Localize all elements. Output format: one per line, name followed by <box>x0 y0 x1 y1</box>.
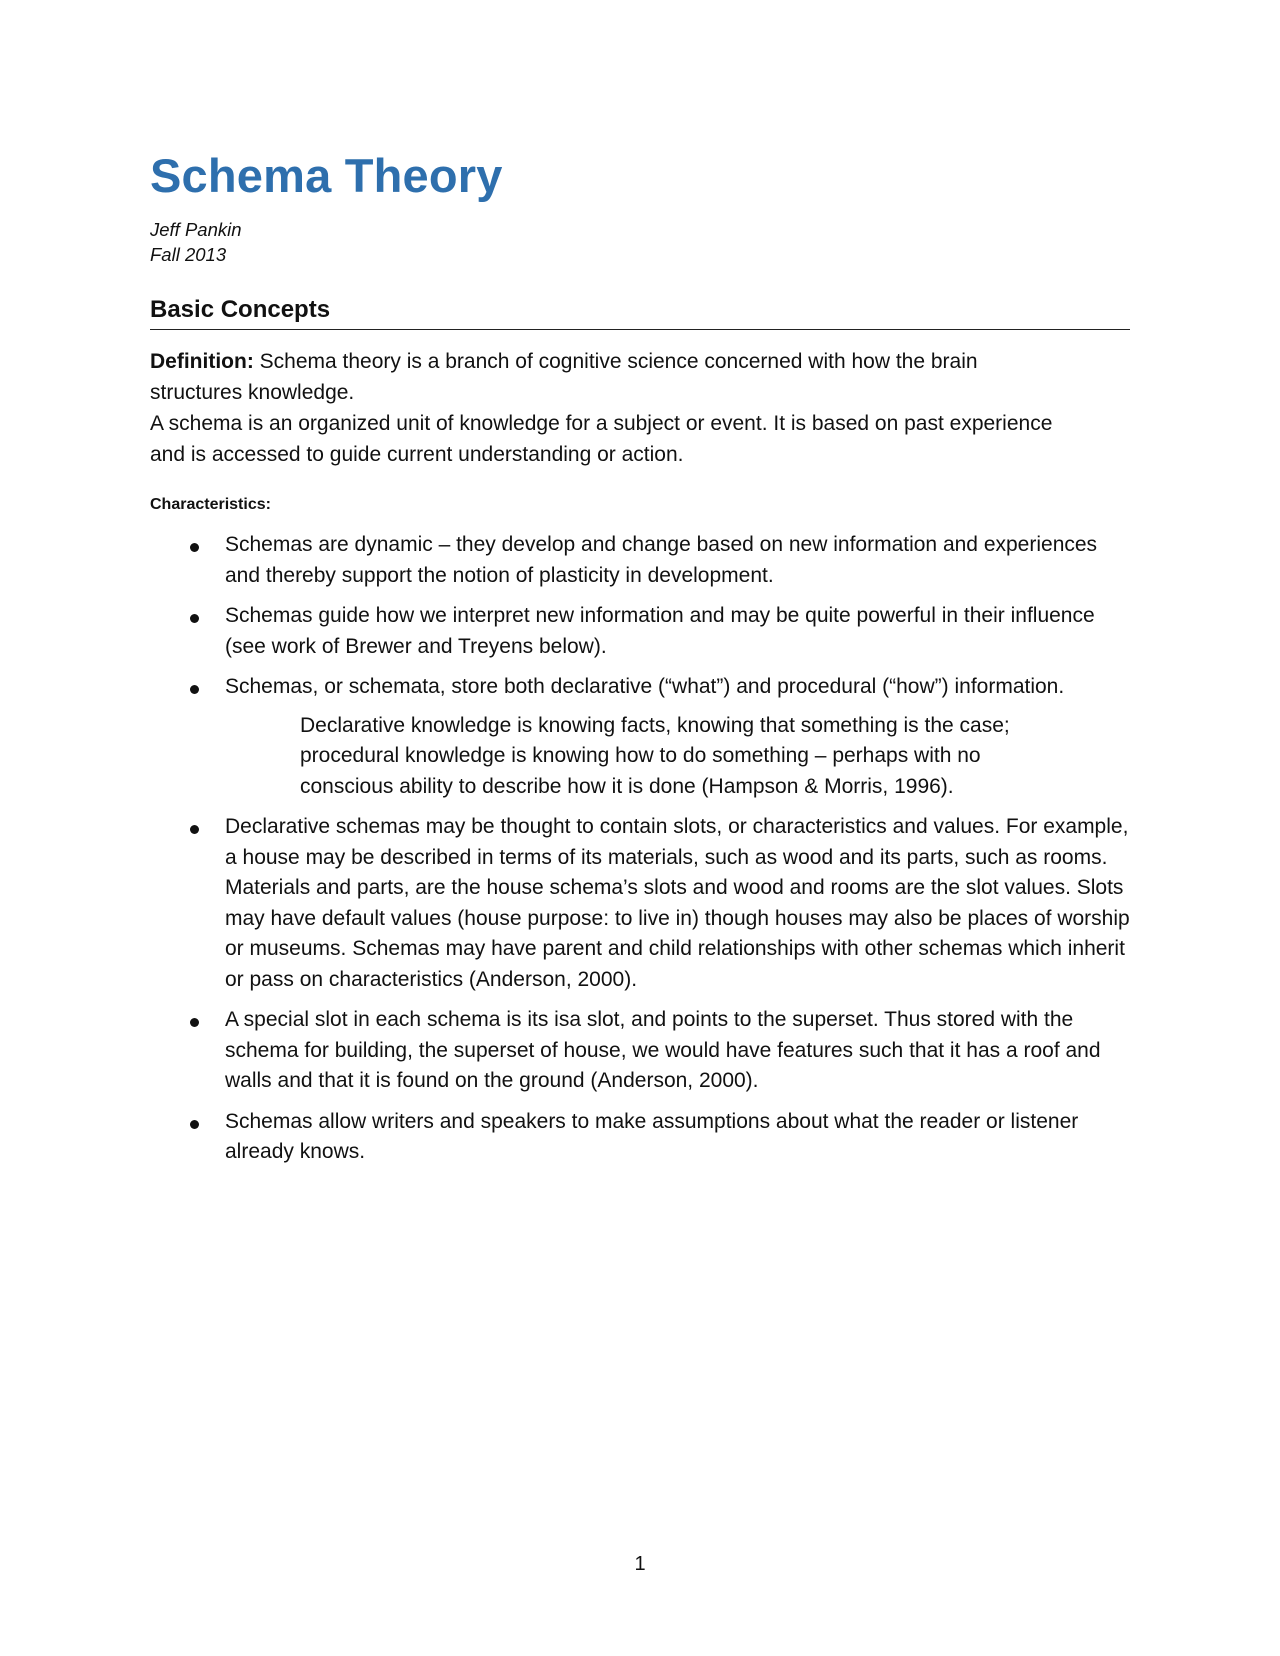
list-item-text: A special slot in each schema is its isa slot, and points to the superset. Thus stored with the schema for building, the superset of house, we would have features such that it has a roof and walls and that it is found on the ground (Anderson, 2000). <box>225 1008 1101 1092</box>
list-item <box>150 672 1130 802</box>
bullet-icon <box>190 1120 199 1129</box>
document-title: Schema Theory <box>150 149 503 202</box>
section-heading: Basic Concepts <box>150 296 1130 330</box>
page-number: 1 <box>634 1553 646 1575</box>
list-item <box>150 1107 1130 1168</box>
list-item <box>150 1005 1130 1097</box>
list-item-text: Schemas guide how we interpret new information and may be quite powerful in their influence (see work of Brewer and Treyens below). <box>225 604 1095 658</box>
bullet-icon <box>190 1018 199 1027</box>
bullet-icon <box>190 825 199 834</box>
definition-block <box>150 346 1070 470</box>
schema-description: A schema is an organized unit of knowledge for a subject or event. It is based on past experience and is accessed to guide current understanding or action. <box>150 412 1053 466</box>
definition-paragraph <box>150 346 1070 408</box>
list-item-text: Declarative schemas may be thought to contain slots, or characteristics and values. For example, a house may be described in terms of its materials, such as wood and its parts, such as rooms. Materials and parts, are the house schema’s slots and wood and rooms are the slot values. Slots may have default values (house purpose: to live in) though houses may also be places of worship or museums. Schemas may have parent and child relationships with other schemas which inherit or pass on characteristics (Anderson, 2000). <box>225 815 1130 991</box>
list-item-text: Schemas, or schemata, store both declarative (“what”) and procedural (“how”) information. <box>225 675 1065 698</box>
characteristics-label: Characteristics: <box>150 496 271 513</box>
list-item <box>150 530 1130 591</box>
list-item-text: Schemas are dynamic – they develop and change based on new information and experiences and thereby support the notion of plasticity in development. <box>225 533 1098 587</box>
bullet-icon <box>190 685 199 694</box>
definition-text: Schema theory is a branch of cognitive science concerned with how the brain structures knowledge. <box>150 350 978 404</box>
list-item <box>150 812 1130 995</box>
document-page <box>150 0 1130 1656</box>
list-item <box>150 601 1130 662</box>
term-date: Fall 2013 <box>150 244 227 265</box>
bullet-icon <box>190 543 199 552</box>
list-item-text: Schemas allow writers and speakers to make assumptions about what the reader or listener already knows. <box>225 1109 1079 1163</box>
characteristics-list <box>150 530 1130 1178</box>
definition-label: Definition: <box>150 350 254 373</box>
bullet-icon <box>190 614 199 623</box>
author-name: Jeff Pankin <box>150 219 242 240</box>
declarative-note: Declarative knowledge is knowing facts, knowing that something is the case; procedural knowledge is knowing how to do something – perhaps with no conscious ability to describe how it is done (Hampson & Morris, 1996). <box>300 713 1010 798</box>
